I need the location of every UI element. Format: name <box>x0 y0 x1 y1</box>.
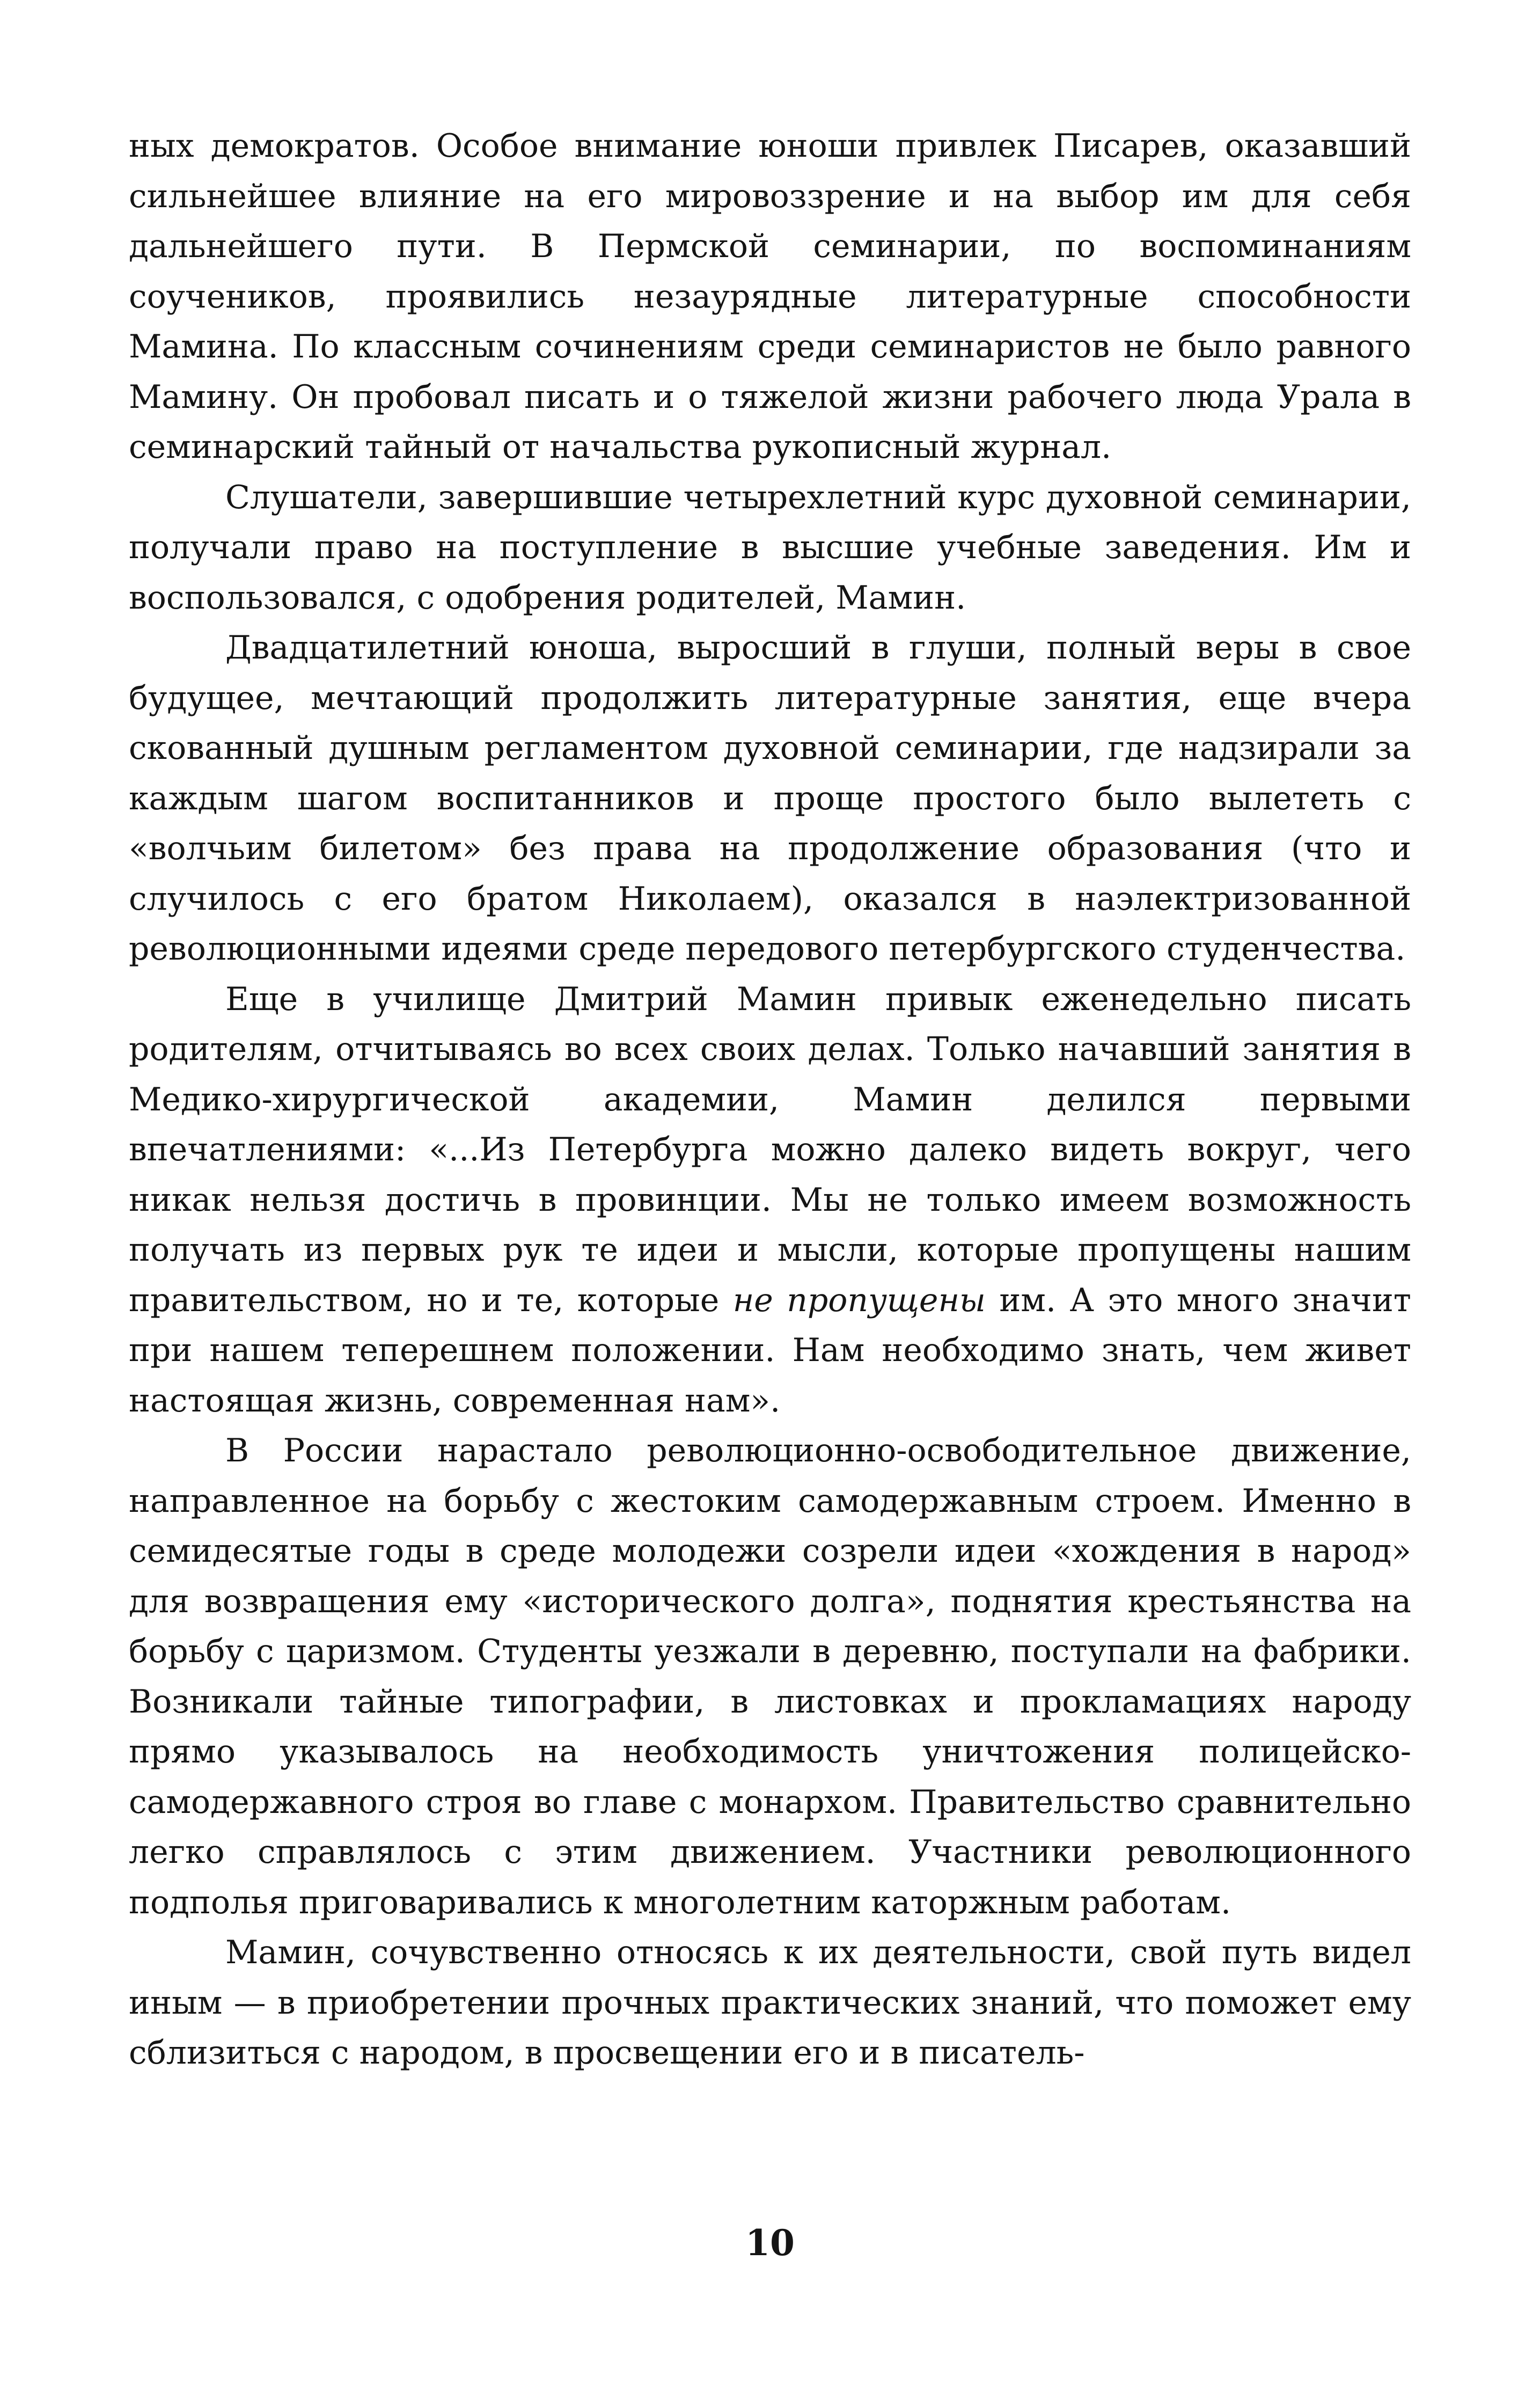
paragraph-4-text-a: Еще в училище Дмитрий Мамин привык еженедельно писать родителям, отчитываясь во всех своих делах. Только начавший занятия в Медико-хирургической академии, Мамин делился первыми впечатлениями: «...Из Петербурга можно далеко видеть вокруг, чего никак нельзя достичь в провинции. Мы не только имеем возможность получать из первых рук те идеи и мысли, которые пропущены нашим правительством, но и те, которые <box>129 980 1411 1319</box>
paragraph-4-italic-phrase: не пропущены <box>732 1281 986 1319</box>
page-number: 10 <box>745 2222 795 2264</box>
paragraph-2 <box>129 473 1411 624</box>
paragraph-4 <box>129 975 1411 1427</box>
paragraph-6-text: Мамин, сочувственно относясь к их деятельности, свой путь видел иным — в приобретении прочных практических знаний, что поможет ему сблизиться с народом, в просвещении его и в писатель- <box>129 1934 1411 2072</box>
paragraph-2-text: Слушатели, завершившие четырехлетний курс духовной семинарии, получали право на поступление в высшие учебные заведения. Им и воспользовался, с одобрения родителей, Мамин. <box>129 478 1411 617</box>
paragraph-5-text: В России нарастало революционно-освободительное движение, направленное на борьбу с жестоким самодержавным строем. Именно в семидесятые годы в среде молодежи созрели идеи «хождения в народ» для возвращения ему «исторического долга», поднятия крестьянства на борьбу с царизмом. Студенты уезжали в деревню, поступали на фабрики. Возникали тайные типографии, в листовках и прокламациях народу прямо указывалось на необходимость уничтожения полицейско-самодержавного строя во главе с монархом. Правительство сравнительно легко справлялось с этим движением. Участники революционного подполья приговаривались к многолетним каторжным работам. <box>129 1432 1411 1921</box>
paragraph-5 <box>129 1426 1411 1928</box>
paragraph-3-text: Двадцатилетний юноша, выросший в глуши, полный веры в свое будущее, мечтающий продолжить литературные занятия, еще вчера скованный душным регламентом духовной семинарии, где надзирали за каждым шагом воспитанников и проще простого было вылететь с «волчьим билетом» без права на продолжение образования (что и случилось с его братом Николаем), оказался в наэлектризованной революционными идеями среде передового петербургского студенчества. <box>129 629 1411 968</box>
page-body <box>129 121 1411 2079</box>
paragraph-4-text-b: им. А это много значит при нашем теперешнем положении. Нам необходимо знать, чем живет настоящая жизнь, современная нам». <box>129 1281 1412 1420</box>
paragraph-1 <box>129 121 1411 473</box>
paragraph-3 <box>129 623 1411 975</box>
paragraph-6 <box>129 1928 1411 2079</box>
paragraph-1-text: ных демократов. Особое внимание юноши привлек Писарев, оказавший сильнейшее влияние на его мировоззрение и на выбор им для себя дальнейшего пути. В Пермской семинарии, по воспоминаниям соучеников, проявились незаурядные литературные способности Мамина. По классным сочинениям среди семинаристов не было равного Мамину. Он пробовал писать и о тяжелой жизни рабочего люда Урала в семинарский тайный от начальства рукописный журнал. <box>129 127 1411 466</box>
